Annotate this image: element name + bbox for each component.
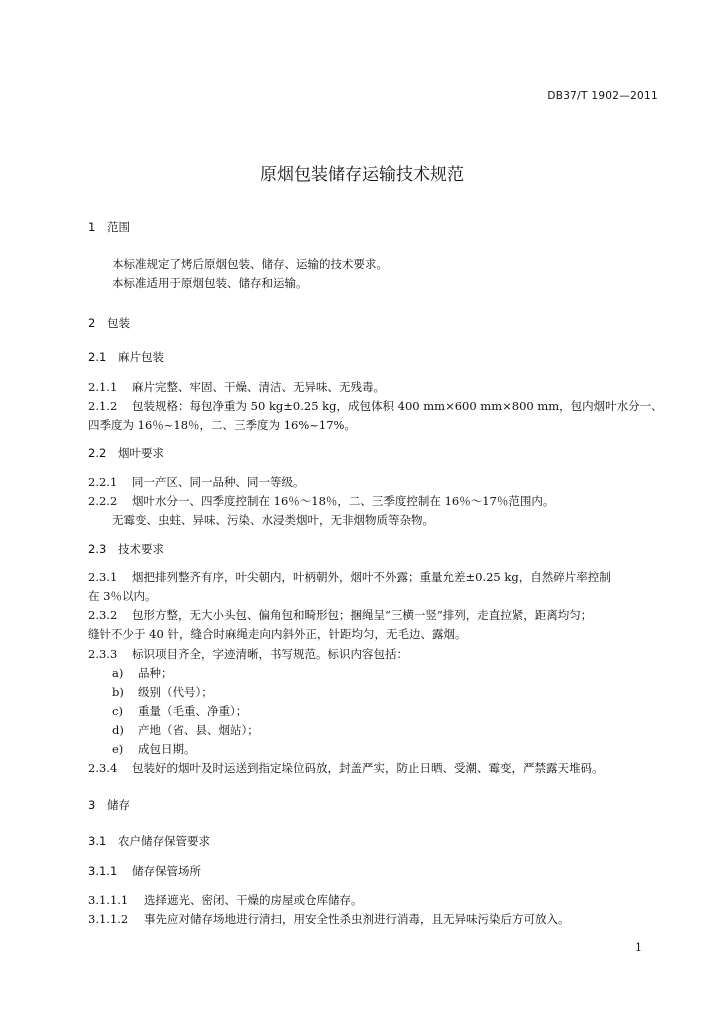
clause-text: 烟把排列整齐有序，叶尖朝内，叶柄朝外，烟叶不外露；重量允差±0.25 kg，自然碎片率控制: [132, 570, 611, 584]
subsection-3-1-heading: [88, 836, 210, 848]
clause-number: 3.1.1.2: [88, 912, 129, 926]
section-title: 储存保管场所: [132, 864, 201, 878]
clause-2-2-2: [88, 496, 554, 508]
clause-number: 2.1.2: [88, 399, 118, 413]
list-letter: c): [112, 704, 123, 718]
section-title: 麻片包装: [118, 350, 164, 364]
subsection-2-2-heading: [88, 448, 164, 460]
clause-text: 同一产区、同一品种、同一等级。: [132, 475, 305, 489]
section-number: 3: [88, 798, 96, 812]
clause-2-3-1: [88, 572, 611, 584]
clause-2-3-4: [88, 763, 604, 775]
section-title: 储存: [107, 798, 130, 812]
section-number: 2: [88, 316, 96, 330]
page-title: 原烟包装储存运输技术规范: [260, 165, 464, 185]
clause-number: 2.2.2: [88, 494, 118, 508]
clause-number: 3.1.1.1: [88, 893, 129, 907]
section-title: 烟叶要求: [118, 446, 164, 460]
clause-continuation: 在 3％以内。: [88, 589, 157, 603]
list-letter: d): [112, 723, 124, 737]
subsection-2-1-heading: [88, 352, 164, 364]
clause-text: 包形方整，无大小头包、偏角包和畸形包；捆绳呈“三横一竖”排列，走直拉紧，距离均匀；: [132, 608, 593, 622]
clause-2-3-3: [88, 649, 408, 661]
clause-2-2-1: [88, 477, 305, 489]
section-1-heading: [88, 222, 130, 234]
paragraph: 无霉变、虫蛀、异味、污染、水浸类烟叶，无非烟物质等杂物。: [112, 513, 434, 527]
section-title: 范围: [107, 220, 130, 234]
clause-2-3-2: [88, 610, 592, 622]
section-3-heading: [88, 800, 130, 812]
paragraph: 本标准规定了烤后原烟包装、储存、运输的技术要求。: [112, 257, 388, 271]
clause-number: 2.3.3: [88, 647, 118, 661]
clause-text: 事先应对储存场地进行清扫，用安全性杀虫剂进行消毒，且无异味污染后方可放入。: [144, 912, 570, 926]
list-item: [112, 668, 173, 680]
list-item: [112, 706, 247, 718]
paragraph: 本标准适用于原烟包装、储存和运输。: [112, 276, 308, 290]
section-number: 3.1: [88, 834, 107, 848]
list-text: 产地（省、县、烟站）；: [138, 723, 259, 737]
clause-3-1-1-1: [88, 895, 363, 907]
list-letter: a): [112, 666, 124, 680]
list-letter: b): [112, 685, 124, 699]
section-2-heading: [88, 318, 130, 330]
clause-text: 烟叶水分一、四季度控制在 16％～18％，二、三季度控制在 16％～17％范围内。: [132, 494, 555, 508]
clause-3-1-1-2: [88, 914, 570, 926]
section-number: 1: [88, 220, 96, 234]
section-title: 技术要求: [118, 542, 164, 556]
clause-continuation: 缝针不少于 40 针，缝合时麻绳走向内斜外正，针距均匀，无毛边、露烟。: [88, 627, 467, 641]
clause-text: 包装好的烟叶及时运送到指定垛位码放，封盖严实，防止日晒、受潮、霉变，严禁露天堆码。: [132, 761, 604, 775]
section-title: 农户储存保管要求: [118, 834, 210, 848]
list-item: [112, 687, 213, 699]
clause-number: 2.3.2: [88, 608, 118, 622]
list-text: 级别（代号）；: [138, 685, 213, 699]
clause-number: 2.1.1: [88, 380, 118, 394]
section-number: 2.3: [88, 542, 107, 556]
clause-number: 2.3.4: [88, 761, 118, 775]
subsection-3-1-1-heading: [88, 866, 201, 878]
clause-continuation: 四季度为 16％~18％，二、三季度为 16%~17%。: [88, 418, 356, 432]
clause-2-1-1: [88, 382, 385, 394]
section-number: 3.1.1: [88, 864, 118, 878]
section-number: 2.1: [88, 350, 107, 364]
list-letter: e): [112, 742, 124, 756]
section-title: 包装: [107, 316, 130, 330]
list-item: [112, 744, 196, 756]
page-number: 1: [635, 941, 642, 954]
clause-text: 包装规格：每包净重为 50 kg±0.25 kg，成包体积 400 mm×600 mm×800 mm，包内烟叶水分一、: [132, 399, 663, 413]
standard-code: DB37/T 1902—2011: [547, 90, 658, 102]
list-text: 重量（毛重、净重）；: [138, 704, 248, 718]
list-text: 成包日期。: [138, 742, 196, 756]
clause-2-1-2: [88, 401, 663, 413]
clause-text: 标识项目齐全，字迹清晰，书写规范。标识内容包括：: [132, 647, 408, 661]
clause-text: 麻片完整、牢固、干燥、清洁、无异味、无残毒。: [132, 380, 385, 394]
list-text: 品种；: [138, 666, 173, 680]
subsection-2-3-heading: [88, 544, 164, 556]
list-item: [112, 725, 259, 737]
clause-number: 2.3.1: [88, 570, 118, 584]
clause-number: 2.2.1: [88, 475, 118, 489]
section-number: 2.2: [88, 446, 107, 460]
clause-text: 选择遮光、密闭、干燥的房屋或仓库储存。: [144, 893, 363, 907]
